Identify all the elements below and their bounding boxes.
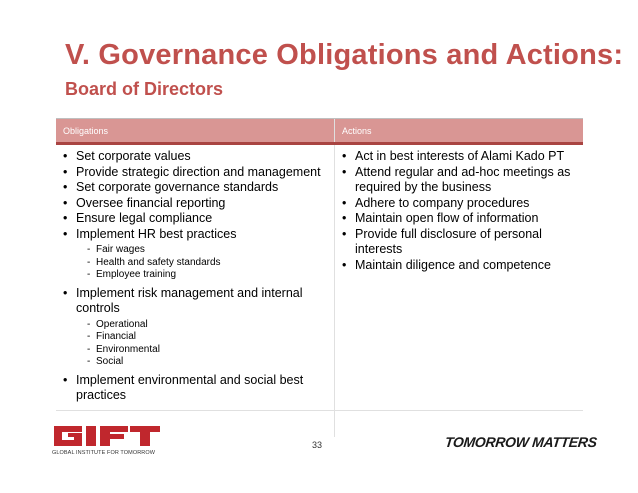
bullet-icon: • <box>342 211 347 225</box>
dash-icon: - <box>87 356 91 367</box>
bullet-icon: • <box>63 226 68 241</box>
governance-table <box>56 118 583 437</box>
gift-logo-caption: GLOBAL INSTITUTE FOR TOMORROW <box>52 450 156 456</box>
bullet-icon: • <box>342 257 347 272</box>
list-item <box>335 165 583 196</box>
sub-list-item <box>56 319 334 332</box>
dash-icon: - <box>87 331 91 342</box>
list-item <box>56 211 334 227</box>
list-item <box>56 149 334 165</box>
dash-icon: - <box>87 256 91 268</box>
bullet-icon: • <box>63 285 68 300</box>
list-item-text: Adhere to company procedures <box>355 195 530 210</box>
divider <box>56 410 583 411</box>
list-item-text: Set corporate values <box>76 149 191 163</box>
list-item-text: Maintain diligence and competence <box>355 257 551 272</box>
bullet-icon: • <box>63 211 68 225</box>
header-actions: Actions <box>342 126 372 136</box>
table-body-row <box>56 145 583 437</box>
bullet-icon: • <box>342 164 347 179</box>
bullet-icon: • <box>63 149 68 163</box>
sub-list-item <box>56 344 334 357</box>
actions-column <box>335 145 583 437</box>
list-item-text: Implement risk management and internal controls <box>76 285 303 315</box>
bullet-icon: • <box>63 195 68 210</box>
sub-list-item <box>56 257 334 270</box>
slide-title: V. Governance Obligations and Actions: <box>65 39 624 71</box>
sub-list-item-text: Social <box>96 356 124 367</box>
bullet-icon: • <box>63 164 68 179</box>
dash-icon: - <box>87 269 91 280</box>
sub-list-item <box>56 244 334 257</box>
list-item-text: Oversee financial reporting <box>76 195 226 210</box>
sub-list-item <box>56 269 334 282</box>
sub-list-item-text: Environmental <box>96 343 160 355</box>
list-item-text: Maintain open flow of information <box>355 211 539 225</box>
list-item <box>335 196 583 212</box>
list-item-text: Provide full disclosure of personal interests <box>355 226 542 256</box>
dash-icon: - <box>87 343 91 355</box>
bullet-icon: • <box>342 149 347 163</box>
bullet-icon: • <box>342 226 347 241</box>
list-item <box>56 196 334 212</box>
sub-list-item <box>56 331 334 344</box>
list-item <box>56 180 334 196</box>
table-header-row <box>56 118 583 145</box>
list-item <box>56 286 334 317</box>
list-item-text: Set corporate governance standards <box>76 180 279 194</box>
list-item-text: Attend regular and ad-hoc meetings as required by the business <box>355 164 571 194</box>
list-item <box>56 165 334 181</box>
page-number: 33 <box>312 440 323 450</box>
gift-logo-mark <box>52 422 162 448</box>
sub-list-item-text: Operational <box>96 318 148 330</box>
sub-list <box>56 317 334 373</box>
sub-list-item-text: Financial <box>96 331 137 342</box>
list-item <box>335 149 583 165</box>
sub-list-item-text: Fair wages <box>96 244 145 255</box>
list-item <box>335 227 583 258</box>
list-item <box>335 258 583 274</box>
sub-list <box>56 242 334 286</box>
sub-list-item-text: Health and safety standards <box>96 256 221 268</box>
header-obligations: Obligations <box>56 119 335 142</box>
list-item <box>335 211 583 227</box>
tomorrow-matters-logo: TOMORROW MATTERS <box>444 434 598 450</box>
obligations-column <box>56 145 335 437</box>
list-item <box>56 373 334 404</box>
bullet-icon: • <box>342 195 347 210</box>
list-item <box>56 227 334 243</box>
dash-icon: - <box>87 244 91 255</box>
gift-logo <box>52 422 162 453</box>
list-item-text: Act in best interests of Alami Kado PT <box>355 149 565 163</box>
bullet-icon: • <box>63 180 68 194</box>
slide-subtitle: Board of Directors <box>65 79 224 99</box>
list-item-text: Implement environmental and social best practices <box>76 372 304 402</box>
sub-list-item <box>56 356 334 369</box>
sub-list-item-text: Employee training <box>96 269 177 280</box>
list-item-text: Provide strategic direction and management <box>76 164 321 179</box>
list-item-text: Implement HR best practices <box>76 226 237 241</box>
bullet-icon: • <box>63 372 68 387</box>
dash-icon: - <box>87 318 91 330</box>
list-item-text: Ensure legal compliance <box>76 211 213 225</box>
